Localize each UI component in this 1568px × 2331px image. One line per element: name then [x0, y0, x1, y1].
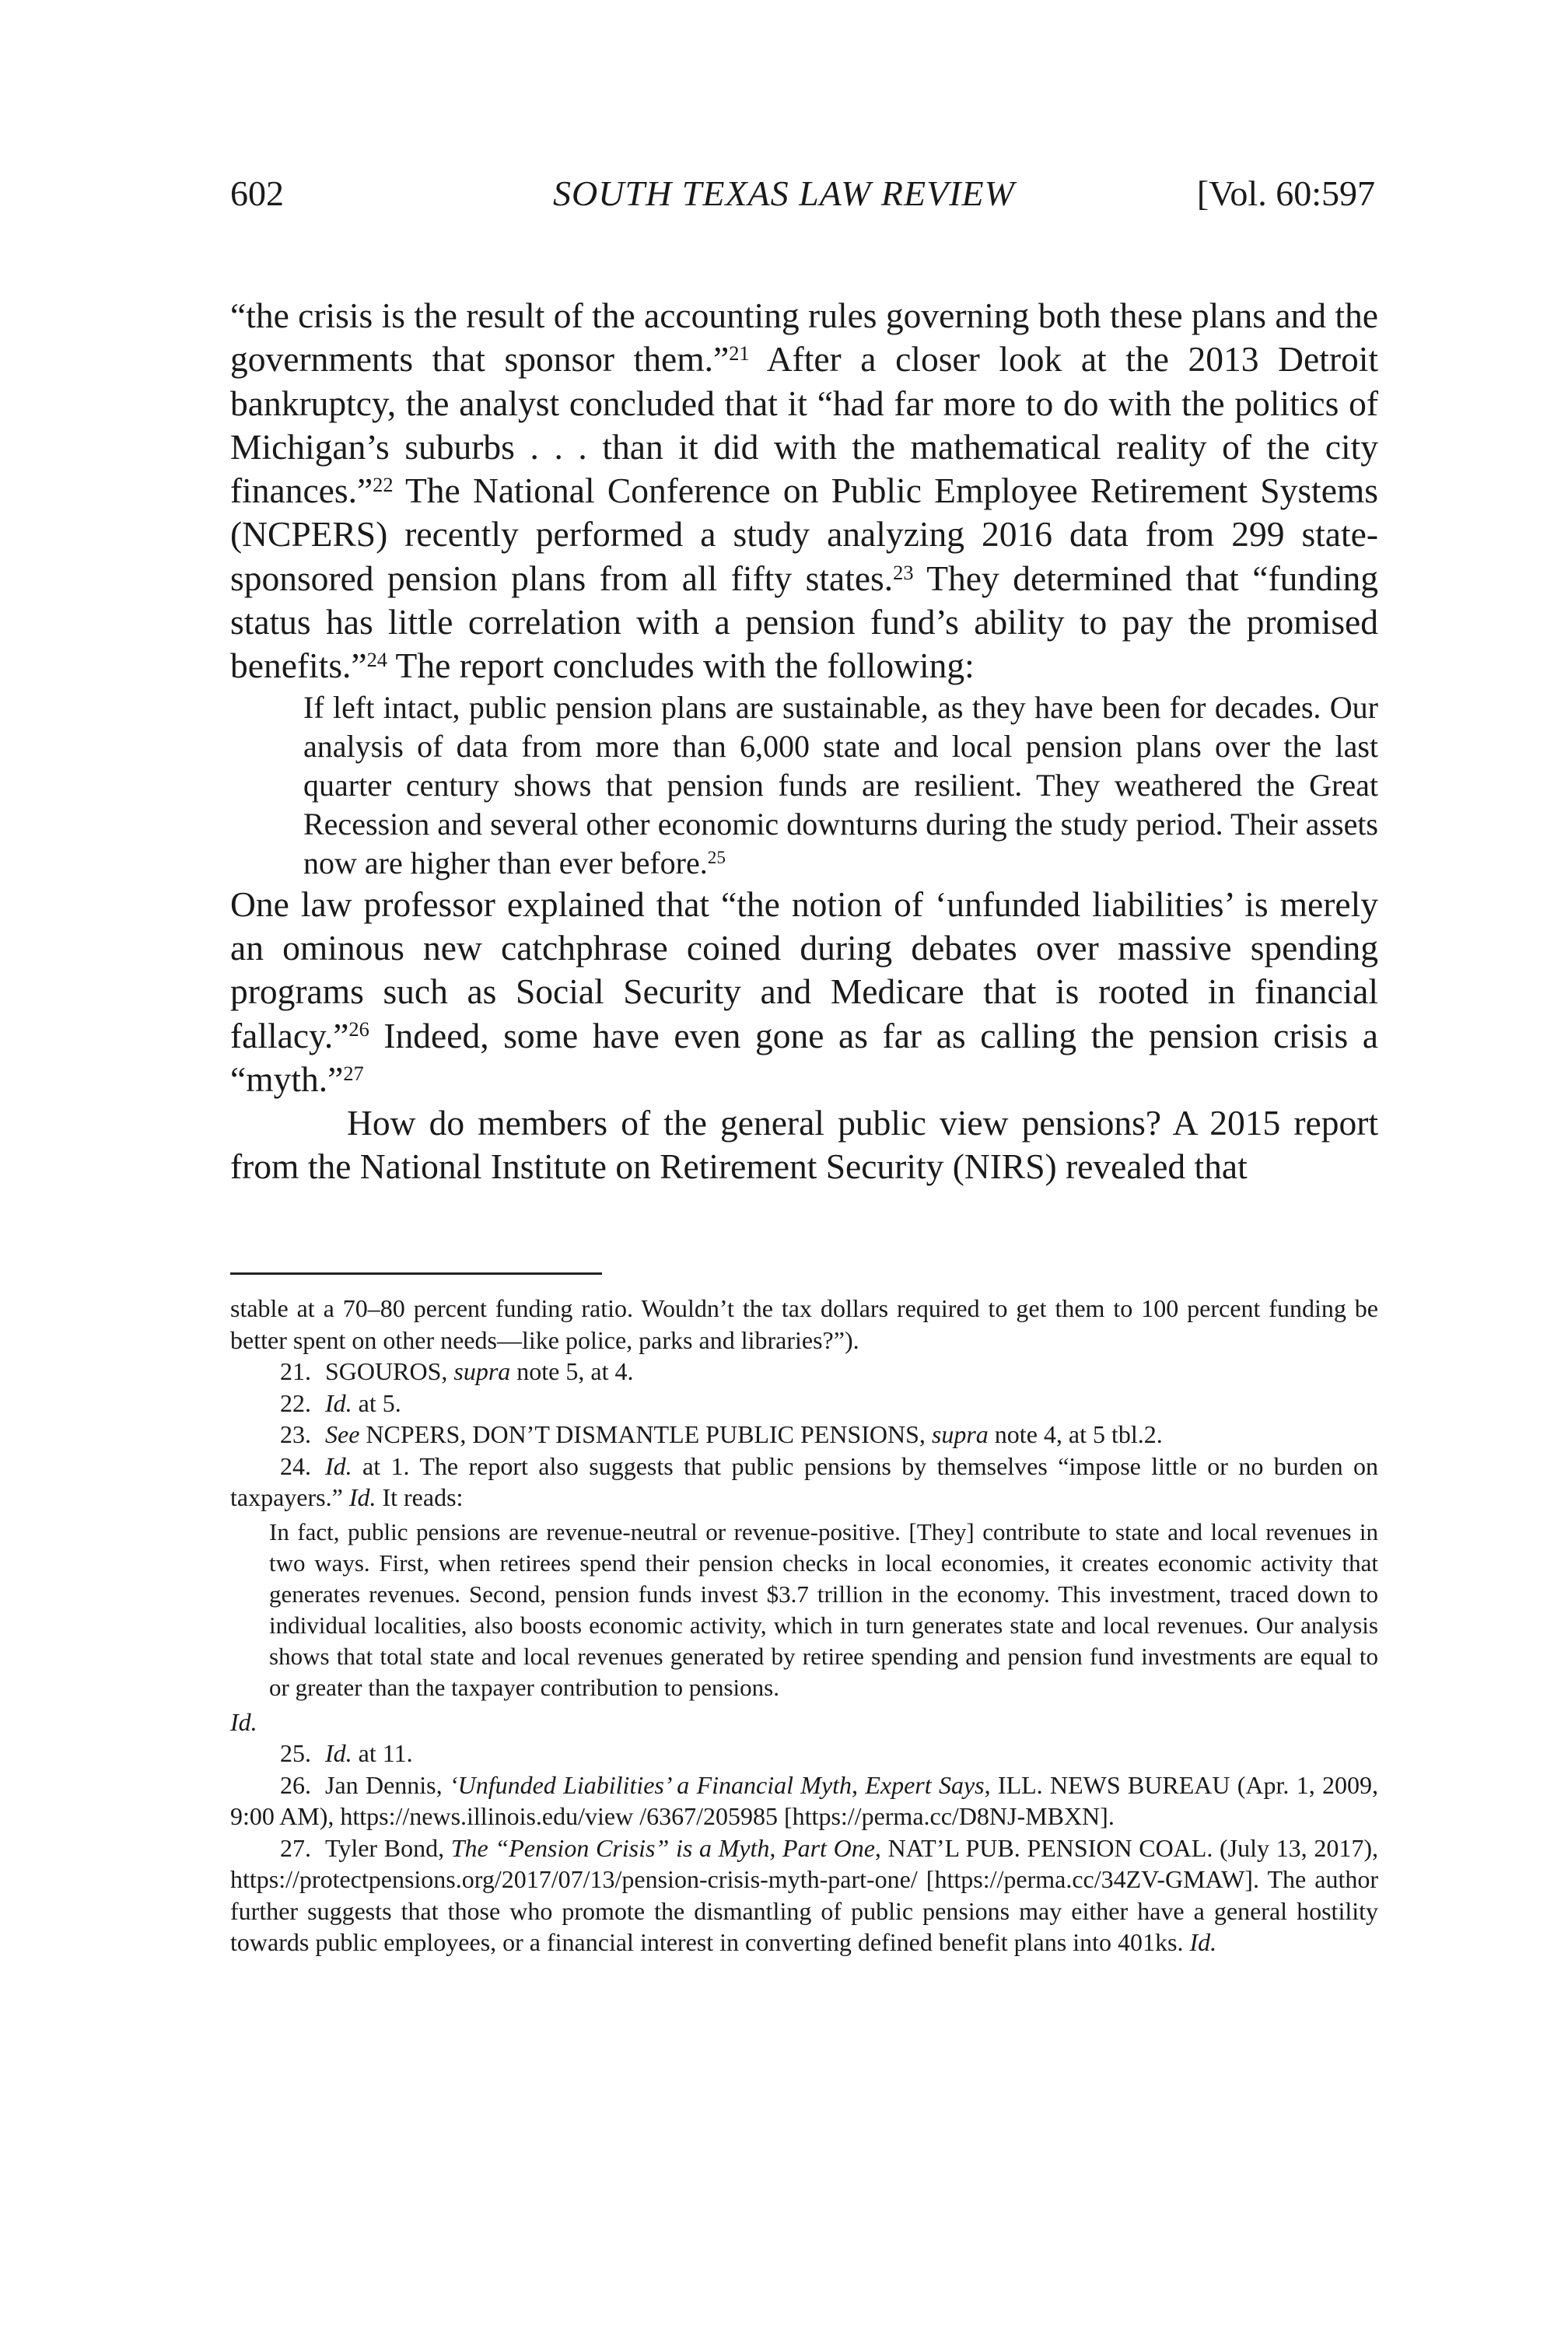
block-quote: If left intact, public pension plans are sustainable, as they have been for decades. Our analysis of data from more than 6,000 state and local pension plans over the last quarter century shows that pension funds are resilient. They weathered the Great Recession and several other economic downturns during the study period. Their assets now are higher than ever before.$^{25}$	[303, 689, 1378, 880]
footnote-22: 22. Id. at 5.	[280, 1388, 401, 1417]
footnote-ref-26: 26	[348, 1017, 369, 1041]
footnote-23: 23. See NCPERS, DON’T DISMANTLE PUBLIC PENSIONS, supra note 4, at 5 tbl.2.	[280, 1420, 1163, 1448]
footnote-24-quote: In fact, public pensions are revenue-neutral or revenue-positive. [They] contribute to state and local revenues in two ways. First, when retirees spend their pension checks in local economies, it creates economic activity that generates revenues. Second, pension funds invest $3.7 trillion in the economy. This investment, traced down to individual localities, also boosts economic activity, which in turn generates state and local revenues. Our analysis shows that total state and local revenues generated by retiree spending and pension fund investments are equal to or greater than the taxpayer contribution to pensions.	[269, 1517, 1378, 1701]
footnote-ref-22: 22	[373, 473, 394, 497]
footnote-21: 21. SGOUROS, supra note 5, at 4.	[280, 1357, 634, 1385]
paragraph-2: One law professor explained that “the notion of ‘unfunded liabilities’ is merely an ominous new catchphrase coined during debates over massive spending programs such as Social Security and Medicare that is rooted in financial fallacy.”$^{26}$ Indeed, some have even gone as far as calling the pension crisis a “myth.”$^{27}$	[230, 884, 1378, 1099]
footnotes	[230, 1293, 1378, 1958]
paragraph-1: “the crisis is the result of the accounting rules governing both these plans and the governments that sponsor them.”$^{21}$ After a closer look at the 2013 Detroit bankruptcy, the analyst concluded that it “had far more to do with the politics of Michigan’s suburbs . . . than it did with the mathematical reality of the city finances.”$^{22}$ The National Conference on Public Employee Retirement Systems (NCPERS) recently performed a study analyzing 2016 data from 299 state-sponsored pension plans from all fifty states.$^{23}$ They determined that “funding status has little correlation with a pension fund’s ability to pay the promised benefits.”$^{24}$ The report concludes with the following:	[230, 296, 1378, 686]
footnote-continuation: stable at a 70–80 percent funding ratio. Wouldn’t the tax dollars required to get them to 100 percent funding be better spent on other needs—like police, parks and libraries?”).	[230, 1294, 1378, 1354]
footnote-ref-27: 27	[343, 1061, 364, 1085]
running-head-journal: SOUTH TEXAS LAW REVIEW	[553, 173, 1015, 213]
footnote-divider	[230, 1272, 602, 1275]
footnote-ref-24: 24	[366, 648, 387, 672]
footnote-26: 26. Jan Dennis, ‘Unfunded Liabilities’ a Financial Myth, Expert Says, ILL. NEWS BUREAU (Apr. 1, 2009, 9:00 AM), https://news.illinois.edu/view /6367/205985 [https://perma.cc/D8NJ-MBXN].	[230, 1770, 1379, 1830]
footnote-ref-21: 21	[729, 341, 750, 366]
footnote-27: 27. Tyler Bond, The “Pension Crisis” is a Myth, Part One, NAT’L PUB. PENSION COAL. (July 13, 2017), https://protectpensions.org/2017/07/13/pension-crisis-myth-part-one/ [https://perma.cc/34ZV-GMAW]. The author further suggests that those who promote the dismantling of public pensions may either have a general hostility towards public employees, or a financial interest in converting defined benefit plans into 401ks. Id.	[230, 1833, 1378, 1956]
paragraph-3: How do members of the general public view pensions? A 2015 report from the National Institute on Retirement Security (NIRS) revealed that	[230, 1103, 1378, 1187]
page-number: 602	[230, 173, 284, 213]
volume-citation: [Vol. 60:597	[1196, 173, 1375, 213]
footnote-ref-25: 25	[707, 848, 726, 869]
footnote-24: 24. Id. at 1. The report also suggests that public pensions by themselves “impose little or no burden on taxpayers.” Id. It reads:	[230, 1451, 1378, 1511]
footnote-25: 25. Id. at 11.	[280, 1739, 413, 1767]
footnote-24-id: Id.	[230, 1707, 257, 1736]
main-text	[230, 294, 1378, 1189]
footnote-ref-23: 23	[893, 560, 914, 584]
